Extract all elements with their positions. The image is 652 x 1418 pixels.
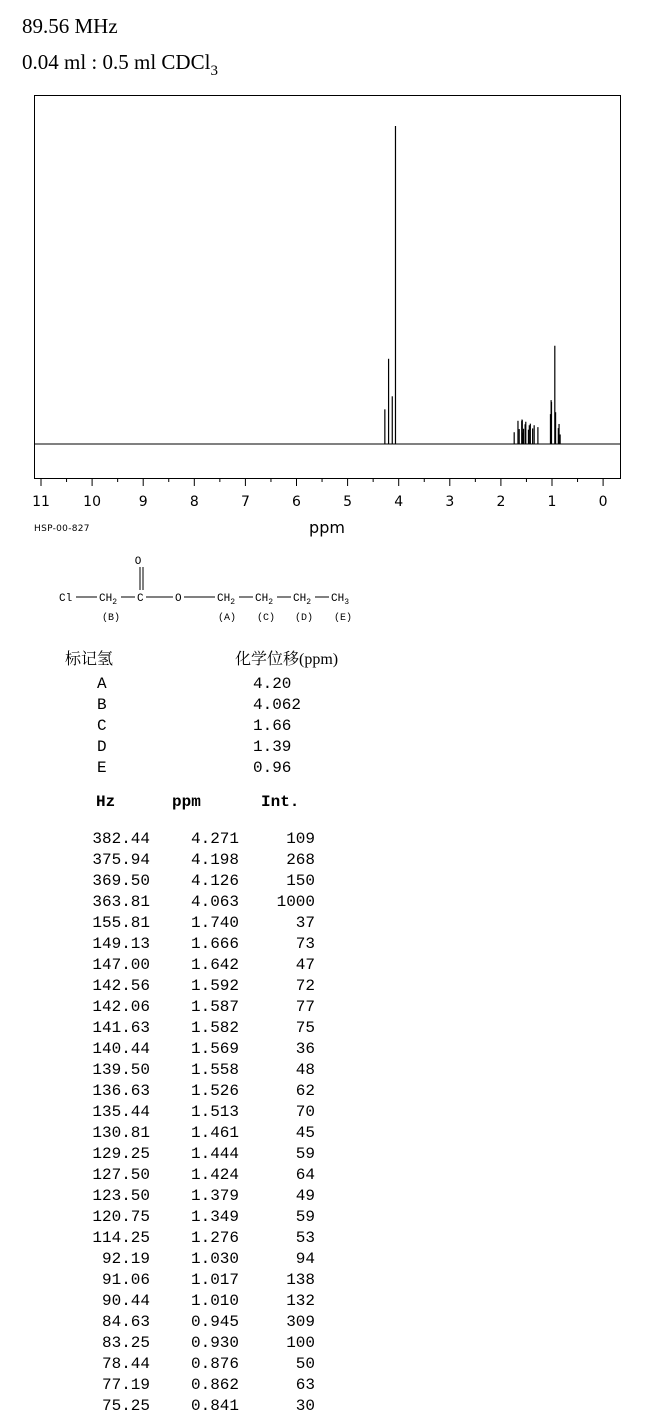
peak-int: 75 xyxy=(295,1019,315,1037)
label-c: (C) xyxy=(257,613,276,624)
x-tick-label: 7 xyxy=(240,494,250,510)
peak-ppm: 1.642 xyxy=(190,956,239,974)
x-tick-label: 9 xyxy=(138,494,148,510)
peak-row xyxy=(0,998,652,1019)
peak-hz: 363.81 xyxy=(92,893,150,911)
peak-row xyxy=(0,1376,652,1397)
peak-row xyxy=(0,893,652,914)
carbonyl-carbon: C xyxy=(137,593,144,605)
peak-int: 59 xyxy=(295,1208,315,1226)
x-tick-label: 5 xyxy=(343,494,353,510)
peak-ppm: 1.349 xyxy=(190,1208,239,1226)
peak-hz: 127.50 xyxy=(92,1166,150,1184)
peak-ppm: 0.841 xyxy=(190,1397,239,1415)
peak-int: 150 xyxy=(286,872,315,890)
peak-int: 30 xyxy=(295,1397,315,1415)
peak-hz: 147.00 xyxy=(92,956,150,974)
peak-ppm: 0.945 xyxy=(190,1313,239,1331)
peak-row xyxy=(0,1166,652,1187)
peak-int: 53 xyxy=(295,1229,315,1247)
peak-int: 268 xyxy=(286,851,315,869)
peak-hz: 83.25 xyxy=(101,1334,150,1352)
peak-int: 64 xyxy=(295,1166,315,1184)
peak-hz: 84.63 xyxy=(101,1313,150,1331)
peak-ppm: 1.558 xyxy=(190,1061,239,1079)
peak-int: 309 xyxy=(286,1313,315,1331)
solvent-text: 0.04 ml : 0.5 ml CDCl xyxy=(22,50,211,74)
peak-int: 132 xyxy=(286,1292,315,1310)
x-tick-label: 2 xyxy=(496,494,506,510)
peak-hz: 140.44 xyxy=(92,1040,150,1058)
nmr-spectrum-chart xyxy=(0,90,652,540)
peak-hz: 130.81 xyxy=(92,1124,150,1142)
ch2-group-d: $CH_2$ xyxy=(293,593,312,607)
peak-int: 47 xyxy=(295,956,315,974)
hydrogen-label: C xyxy=(97,717,107,735)
peak-hz: 382.44 xyxy=(92,830,150,848)
peak-int: 1000 xyxy=(276,893,315,911)
plot-frame xyxy=(35,96,621,479)
peak-hz: 129.25 xyxy=(92,1145,150,1163)
peak-row xyxy=(0,1061,652,1082)
x-tick-label: 3 xyxy=(445,494,455,510)
peak-row xyxy=(0,1082,652,1103)
peak-int: 73 xyxy=(295,935,315,953)
peak-ppm: 1.030 xyxy=(190,1250,239,1268)
chemical-shift-value: 0.96 xyxy=(253,759,292,777)
peak-ppm: 1.379 xyxy=(190,1187,239,1205)
peak-hz: 142.56 xyxy=(92,977,150,995)
peak-int: 72 xyxy=(295,977,315,995)
peak-ppm: 4.126 xyxy=(190,872,239,890)
chemical-shift-value: 1.66 xyxy=(253,717,292,735)
peak-int: 109 xyxy=(286,830,315,848)
peak-hz: 123.50 xyxy=(92,1187,150,1205)
ester-oxygen: O xyxy=(175,593,182,605)
peak-hz: 139.50 xyxy=(92,1061,150,1079)
peak-ppm: 4.198 xyxy=(190,851,239,869)
header-hydrogen-label: 标记氢 xyxy=(65,651,114,668)
peak-int: 77 xyxy=(295,998,315,1016)
peak-row xyxy=(0,1397,652,1418)
sample-solvent xyxy=(22,50,218,79)
carbonyl-oxygen: O xyxy=(134,556,142,568)
x-tick-label: 6 xyxy=(292,494,301,510)
peak-hz: 114.25 xyxy=(92,1229,150,1247)
peak-int: 70 xyxy=(295,1103,315,1121)
peak-int: 59 xyxy=(295,1145,315,1163)
peak-ppm: 1.424 xyxy=(190,1166,239,1184)
x-tick-label: 4 xyxy=(394,494,404,510)
peak-row xyxy=(0,914,652,935)
peak-row xyxy=(0,1040,652,1061)
peak-row xyxy=(0,1208,652,1229)
peak-hz: 135.44 xyxy=(92,1103,150,1121)
peak-ppm: 1.666 xyxy=(190,935,239,953)
x-tick-label: 8 xyxy=(189,494,199,510)
peak-row xyxy=(0,956,652,977)
label-e: (E) xyxy=(334,613,353,624)
ch2-group-a: $CH_2$ xyxy=(217,593,236,607)
peak-hz: 141.63 xyxy=(92,1019,150,1037)
peak-int: 63 xyxy=(295,1376,315,1394)
peak-row xyxy=(0,1145,652,1166)
peak-int: 49 xyxy=(295,1187,315,1205)
x-tick-label: 1 xyxy=(547,494,557,510)
hydrogen-label: D xyxy=(97,738,107,756)
header-chemical-shift: 化学位移(ppm) xyxy=(235,651,339,668)
x-axis-label: ppm xyxy=(309,518,345,537)
peak-row xyxy=(0,1334,652,1355)
peak-row xyxy=(0,830,652,851)
x-tick-label: 0 xyxy=(598,494,608,510)
x-tick-label: 10 xyxy=(83,494,102,510)
peak-int: 48 xyxy=(295,1061,315,1079)
header-int: Int. xyxy=(261,793,300,811)
peak-ppm: 1.526 xyxy=(190,1082,239,1100)
peak-hz: 375.94 xyxy=(92,851,150,869)
peak-ppm: 0.876 xyxy=(190,1355,239,1373)
peak-int: 50 xyxy=(295,1355,315,1373)
peak-row xyxy=(0,935,652,956)
hydrogen-label: A xyxy=(97,675,107,693)
chemical-shift-value: 4.062 xyxy=(253,696,302,714)
peak-hz: 78.44 xyxy=(101,1355,150,1373)
peak-row xyxy=(0,1313,652,1334)
peak-row xyxy=(0,1271,652,1292)
peak-ppm: 1.461 xyxy=(190,1124,239,1142)
peak-hz: 92.19 xyxy=(101,1250,150,1268)
label-d: (D) xyxy=(295,613,314,624)
peak-ppm: 1.513 xyxy=(190,1103,239,1121)
hydrogen-label: B xyxy=(97,696,107,714)
peak-ppm: 0.862 xyxy=(190,1376,239,1394)
x-axis-ticks xyxy=(32,478,607,510)
peak-hz: 369.50 xyxy=(92,872,150,890)
peak-ppm: 1.592 xyxy=(190,977,239,995)
peak-int: 62 xyxy=(295,1082,315,1100)
peak-row xyxy=(0,851,652,872)
peak-int: 138 xyxy=(286,1271,315,1289)
ch2-group-b: $CH_2$ xyxy=(99,593,118,607)
spectrum-peaks xyxy=(385,126,560,444)
chemical-shift-value: 4.20 xyxy=(253,675,292,693)
peak-int: 36 xyxy=(295,1040,315,1058)
spectrum-code: HSP-00-827 xyxy=(34,524,90,534)
peak-hz: 155.81 xyxy=(92,914,150,932)
peak-hz: 120.75 xyxy=(92,1208,150,1226)
peak-ppm: 0.930 xyxy=(190,1334,239,1352)
peak-row xyxy=(0,1103,652,1124)
peak-hz: 90.44 xyxy=(101,1292,150,1310)
peak-row xyxy=(0,1292,652,1313)
peak-row xyxy=(0,872,652,893)
peak-row xyxy=(0,1355,652,1376)
label-b: (B) xyxy=(102,613,121,624)
peak-int: 37 xyxy=(295,914,315,932)
chlorine-atom: Cl xyxy=(59,593,73,605)
peak-ppm: 1.444 xyxy=(190,1145,239,1163)
peak-row xyxy=(0,1229,652,1250)
x-tick-label: 11 xyxy=(32,494,50,510)
molecule-structure xyxy=(55,550,375,630)
peak-ppm: 1.017 xyxy=(190,1271,239,1289)
peak-int: 94 xyxy=(295,1250,315,1268)
peak-row xyxy=(0,1250,652,1271)
solvent-subscript: 3 xyxy=(210,63,218,79)
peak-hz: 136.63 xyxy=(92,1082,150,1100)
peak-row xyxy=(0,1019,652,1040)
peak-hz: 91.06 xyxy=(101,1271,150,1289)
peak-ppm: 1.582 xyxy=(190,1019,239,1037)
peak-hz: 77.19 xyxy=(101,1376,150,1394)
peak-ppm: 4.063 xyxy=(190,893,239,911)
peak-hz: 142.06 xyxy=(92,998,150,1016)
peak-int: 100 xyxy=(286,1334,315,1352)
peak-ppm: 1.276 xyxy=(190,1229,239,1247)
header-hz: Hz xyxy=(96,793,116,811)
peak-ppm: 4.271 xyxy=(190,830,239,848)
peak-row xyxy=(0,1124,652,1145)
label-a: (A) xyxy=(218,613,237,624)
ch3-group-e: $CH_3$ xyxy=(331,593,350,607)
spectrometer-frequency: 89.56 MHz xyxy=(22,14,118,38)
peak-ppm: 1.740 xyxy=(190,914,239,932)
peak-int: 45 xyxy=(295,1124,315,1142)
peak-hz: 149.13 xyxy=(92,935,150,953)
peak-ppm: 1.587 xyxy=(190,998,239,1016)
chemical-shift-value: 1.39 xyxy=(253,738,292,756)
peak-row xyxy=(0,1187,652,1208)
peak-hz: 75.25 xyxy=(101,1397,150,1415)
ch2-group-c: $CH_2$ xyxy=(255,593,274,607)
peak-ppm: 1.010 xyxy=(190,1292,239,1310)
header-ppm: ppm xyxy=(172,793,201,811)
peak-row xyxy=(0,977,652,998)
hydrogen-label: E xyxy=(97,759,107,777)
peak-ppm: 1.569 xyxy=(190,1040,239,1058)
